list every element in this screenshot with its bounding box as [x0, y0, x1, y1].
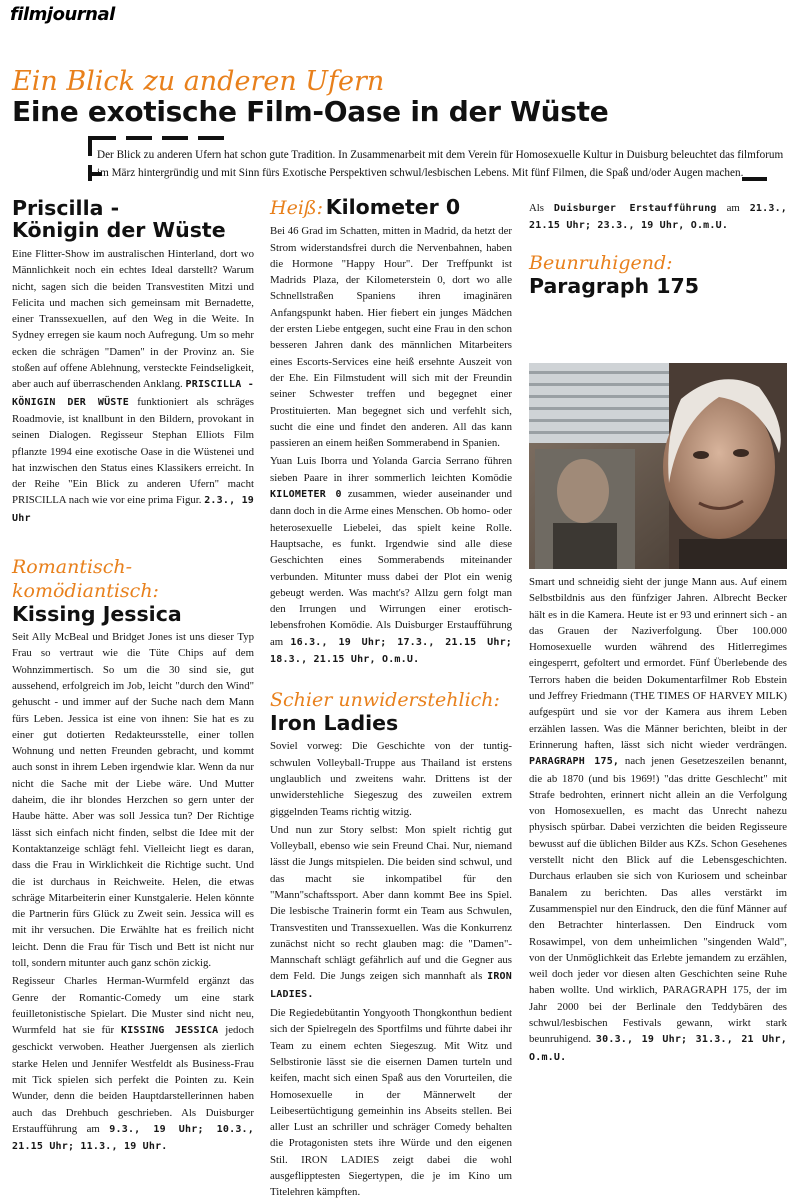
kilometer-kicker: Heiß: — [270, 197, 323, 219]
kissing-title: Kissing Jessica — [12, 602, 182, 627]
paragraph-kicker: Beunruhigend: — [529, 251, 673, 274]
priscilla-title-line2: Königin der Wüste — [12, 218, 226, 242]
iron-film-name: IRON LADIES. — [270, 971, 512, 1000]
paragraph-film-name: PARAGRAPH 175, — [529, 756, 620, 768]
iron-text-1: Soviel vorweg: Die Geschichte von der tuntig-schwulen Volleyball-Truppe aus Thailand ist erstens unglaublich und zweitens wahr. Drittens ist der unwiderstehliche Siegeszug des zuweilen extrem giggelnden Teams richtig witzig. — [270, 740, 512, 818]
iron-dates: 21.3., 21.15 Uhr; 23.3., 19 Uhr, O.m.U. — [529, 203, 788, 232]
priscilla-text: Eine Flitter-Show im australischen Hinterland, dort wo Männlichkeit noch ein echtes Ideal darstellt? Warum nicht, sagen sich die beiden Transvestiten Mitzi und Felicita und machen sich gemeinsam mit Bernadette, einer Transsexuellen, auf den Weg in die Weite. In Sydney erregen sie kaum noch Aufregung. Um so mehr ecken die schrägen "Damen" in der Provinz an. Sie stoßen auf offene Ablehnung, versteckte Feindseligkeit, aber auch auf überraschenden Anklang. PRISCILLA - KÖNIGIN DER WÜSTE funktioniert als schräges Roadmovie, ist knallbunt in den Bildern, provokant in seinen Dialogen. Regisseur Stephan Elliots Film pflanzte 1994 eine exotische Oase in die Wüstenei und hat inzwischen den Status eines Klassikers erreicht. In der Reihe "Ein Blick zu anderen Ufern" macht PRISCILLA nach wie vor eine prima Figur. 2.3., 19 Uhr — [12, 248, 255, 524]
priscilla-title-line1: Priscilla - — [12, 196, 120, 220]
kissing-text-1: Seit Ally McBeal und Bridget Jones ist uns dieser Typ Frau so vertraut wie die Tüte Chips auf dem Wohnzimmertisch. So um die 30 sind sie, gut aussehend, erfolgreich im Job, leicht "durch den Wind" gehuscht - und immer auf der Suche nach dem Mann fürs Leben. Jessica ist eine von ihnen: Sie hat es zu einer gut dotierten Redakteursstelle, einer tollen Wohnung und netten Freunden gebracht, und kommt auch sonst in ihrem Leben irgendwie klar. Wenn da nur nicht die Sache mit der Liebe wäre. Und Mutter daheim, die ihr blondes Herzchen so gern unter der Haube hätte. Aber was soll Jessica tun? Der Richtige lässt sich einfach nicht finden, selbst die Idee mit der Kontaktanzeige schlägt fehl. Vielleicht liegt es daran, dass die Frau in Wirklichkeit die Richtige sucht. Und die ist durchaus in Reichweite. Helen, die etwas schräge Mitarbeiterin einer Kunstgalerie. Helen könnte die Partnerin fürs Glück zu Zweit sein. Jessica will es mit ihr versuchen. Die Erwählte hat es freilich nicht leicht. Denn die Frau für Tisch und Bett ist nicht nur toll, sondern mitunter auch ganz schön zickig. — [12, 631, 254, 969]
photo-illustration — [529, 363, 787, 569]
column-middle — [270, 196, 512, 1201]
kilometer-text-2: Yuan Luis Iborra und Yolanda Garcia Serrano führen sieben Paare in ihrer sommerlich leichten Komödie KILOMETER 0 zusammen, wieder auseinander und dann doch in die Arme eines Menschen. Ob homo- oder heterosexuelle Liebelei, das spielt keine Rolle. Hauptsache, es funkt. Irgendwie sind alle diese Geschichten eines Sommerabends miteinander verbunden. Mitunter muss dabei der Plot ein wenig gebeugt werden. Was macht's? Allzu gern folgt man den Irrungen und Wirrungen einer erotisch-lebensfrohen Komödie. Als Duisburger Erstaufführung am 16.3., 19 Uhr; 17.3., 21.15 Uhr; 18.3., 21.15 Uhr, O.m.U. — [270, 455, 513, 666]
kilometer-dates: 16.3., 19 Uhr; 17.3., 21.15 Uhr; 18.3., 21.15 Uhr, O.m.U. — [270, 636, 513, 666]
paragraph-photo — [529, 363, 787, 569]
kissing-dates: 9.3., 19 Uhr; 10.3., 21.15 Uhr; 11.3., 19 Uhr. — [12, 1123, 254, 1153]
priscilla-film-name: PRISCILLA - KÖNIGIN DER WÜSTE — [12, 379, 254, 408]
iron-text-2: Und nun zur Story selbst: Mon spielt richtig gut Volleyball, ebenso wie sein Freund Chai. Nur, niemand lässt die Jungs mitspielen. Die beiden sind schwul, und das macht sie inkompatibel für den "Mann"schaftssport. Aber dann kommt Bee ins Spiel. Die lesbische Trainerin formt ein Team aus Schwulen, Transvestiten und Transsexuellen. Was die Konkurrenz zunächst nicht so recht glauben mag: die "Damen"-Mannschaft schlägt gefährlich auf und die Gegner aus dem Feld. Die Jungs zeigen sich mannhaft als IRON LADIES. — [270, 823, 512, 1000]
paragraph-dates: 30.3., 19 Uhr; 31.3., 21 Uhr, O.m.U. — [529, 1034, 787, 1063]
kissing-film-name: KISSING JESSICA — [120, 1025, 219, 1037]
column-right-lower — [529, 574, 787, 1066]
article-kicker: Ein Blick zu anderen Ufern — [12, 66, 385, 97]
kilometer-text-1: Bei 46 Grad im Schatten, mitten in Madrid, da hetzt der Strom widerstandsfrei durch die Nervenbahnen, haben die Hormone "Happy Hour". Der Treffpunkt ist Madrids Plaza, der Kilometerstein 0, dort wo alle Schnellstraßen Spaniens ihren imaginären Anfangspunkt haben. Hier fiebert ein junges Mädchen der ersten Liebe entgegen, sucht eine Frau in den schon besseren Jahren dank des männlichen Mitarbeiters eines Escorts-Services eine heiß ersehnte Auszeit von der Ehe. Ein Filmstudent will sich mit der Freundin seiner Schwester treffen und begegnet einer Prostituierten. Man begegnet sich und verfehlt sich, sucht die eine und findet den anderen. All das kann passieren an einem heißen Sommerabend in Spanien. — [270, 225, 512, 450]
kilometer-title: Kilometer 0 — [325, 195, 461, 219]
magazine-logo: filmjournal — [10, 4, 115, 25]
column-left — [12, 197, 254, 1156]
iron-title: Iron Ladies — [270, 711, 399, 736]
intro-text: Der Blick zu anderen Ufern hat schon gute Tradition. In Zusammenarbeit mit dem Verein für Homosexuelle Kultur in Duisburg beleuchtet das filmforum im März hintergründig und mit Sinn fürs Exotische Perspektiven schwul/lesbischen Lebens. Mit fünf Filmen, die Spaß und/oder Augen machen. — [97, 149, 784, 179]
kissing-kicker: Romantisch-komödiantisch: — [12, 556, 159, 603]
iron-premiere: Als Duisburger Erstaufführung am 21.3., 21.15 Uhr; 23.3., 19 Uhr, O.m.U. — [529, 202, 788, 232]
iron-text-3: Die Regiedebütantin Yongyooth Thongkonthun bedient sich der Spielregeln des Sportfilms und führte dabei ihr Team zu einem echten Siegeszug. Mit Witz und Selbstironie lässt sie die eisernen Damen turteln und keifen, macht sich einen Spaß aus den Vorurteilen, die Homosexuelle in der Männerwelt der Leibesertüchtigung gemeinhin ins Abseits stellen. Bei aller Lust an schriller und schräger Comedy behalten die Protagonisten stets ihre Würde und den eigenen Stil. IRON LADIES zeigt dabei die wohl ausgeflipptesten Siegertypen, die je im Kino um Titelehren kämpften. — [270, 1007, 512, 1199]
column-right — [529, 200, 787, 297]
kissing-text-2: Regisseur Charles Herman-Wurmfeld ergänzt das Genre der Romantic-Comedy um eine stark feuilletonistische Spielart. Die Muster sind nicht neu, Wurmfeld hat sie für KISSING JESSICA jedoch geschickt verwoben. Heather Juergensen als zierlich starke Helen und Jennifer Westfeldt als Business-Frau mit Tick spielen sich perfekt die Pointen zu. Kein Wunder, denn die beiden Hauptdarstellerinnen haben auch das Drehbuch geschrieben. Als Duisburger Erstaufführung am 9.3., 19 Uhr; 10.3., 21.15 Uhr; 11.3., 19 Uhr. — [12, 975, 255, 1153]
priscilla-date: 2.3., 19 Uhr — [12, 495, 255, 524]
iron-kicker: Schier unwiderstehlich: — [270, 689, 500, 712]
kilometer-film-name: KILOMETER 0 — [270, 489, 342, 501]
paragraph-title: Paragraph 175 — [529, 273, 700, 298]
paragraph-text: Smart und schneidig sieht der junge Mann aus. Auf einem Selbstbildnis aus den fünfziger Jahren. Albrecht Becker hält es in die Kamera. Heute ist er 93 und erinnert sich - an das Grauen der Naziverfolgung. Über 100.000 Homosexuelle wurden während des Hitlerregimes eingesperrt, gefoltert und ermordet. Fünf Überlebende des Terrors haben die beiden Dokumentarfilmer Rob Ebstein und Jeffrey Friedmann (THE TIMES OF HARVEY MILK) aufgespürt und sie vor der Kamera aus ihrem Leben erzählen lassen. Was die Männer berichten, bleibt in der Erinnerung haften, lässt sich nicht wieder verdrängen. PARAGRAPH 175, nach jenen Gesetzeszeilen benannt, die ab 1870 (und bis 1969!) "das dritte Geschlecht" mit Strafe bedrohten, erinnert nicht allein an die Verfolgung von Homosexuellen, es macht das Unrecht nahezu physisch spürbar. Dabei verzichten die beiden Regisseure bewusst auf die üblichen Bilder aus KZs. Schon Gesehenes verstellt nicht den Blick auf die Lebensgeschichten. Durchaus erlauben sie sich von Kuriosem und scheinbar Banalem zu berichten. Das alles verstärkt im Zusammenspiel nur den Eindruck, den die fünf Männer auf den Betrachter hinterlassen. Den Eindruck vom Rosawimpel, von dem unheimlichen "singenden Wald", von der Unmöglichkeit das Erlebte jemandem zu erzählen, weil doch jeder vor diesen alten Geschichten seine Ruhe haben wollte. Und wirklich, PARAGRAPH 175, der im Jahr 2000 bei der Berlinale den Teddybären des schwul/lesbischen Festivals gewann, wirkt stark beunruhigend. 30.3., 19 Uhr; 31.3., 21 Uhr, O.m.U. — [529, 576, 787, 1063]
article-headline: Eine exotische Film-Oase in der Wüste — [12, 95, 609, 128]
